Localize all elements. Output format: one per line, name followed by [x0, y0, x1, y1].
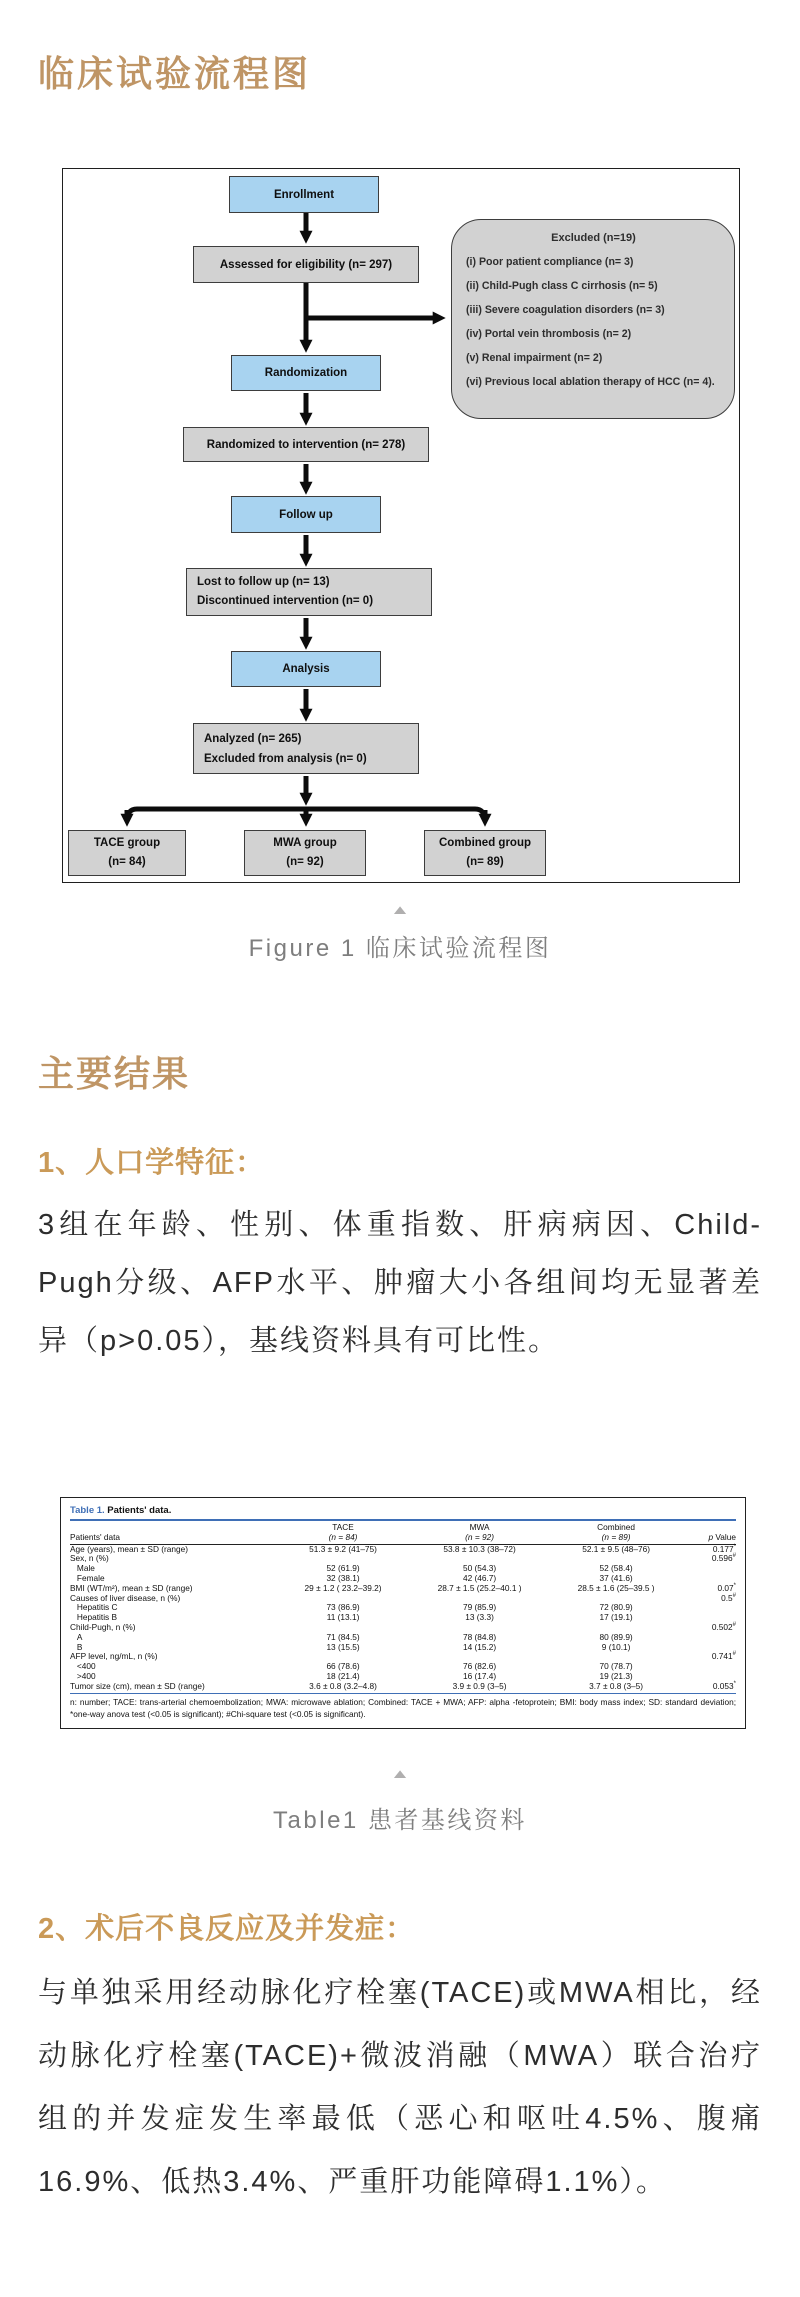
lost-line-2: Discontinued intervention (n= 0) [197, 595, 374, 607]
table-row [70, 1554, 736, 1564]
flow-box-mwa-group [244, 830, 366, 876]
col-header-tace: TACE (n = 84) [276, 1523, 409, 1544]
p-value: 0.741# [711, 1651, 736, 1662]
p-value [683, 1564, 736, 1574]
excluded-title: Excluded (n=19) [551, 232, 636, 244]
mwa-value: 13 (3.3) [465, 1612, 494, 1623]
table1-title-label: Table 1. [70, 1505, 105, 1516]
section1-paragraph: 3组在年龄、性别、体重指数、肝病病因、Child-Pugh分级、AFP水平、肿瘤大小各组间均无显著差异（p>0.05），基线资料具有可比性。 [38, 1209, 762, 1357]
mwa-value: 14 (15.2) [462, 1641, 497, 1652]
lost-line-1: Lost to follow up (n= 13) [197, 576, 330, 588]
collapse-triangle-icon[interactable]: ▲ [389, 902, 411, 917]
flow-box-excluded [451, 219, 735, 419]
section1-heading: 1、人口学特征： [38, 1147, 266, 1179]
p-value [683, 1603, 736, 1613]
row-label: A [70, 1631, 83, 1642]
col-header-patients-data: Patients' data [70, 1523, 276, 1544]
table-row [70, 1682, 736, 1692]
patients-data-table [70, 1523, 736, 1692]
tace-value: 71 (84.5) [326, 1631, 360, 1642]
tace-value: 29 ± 1.2 ( 23.2–39.2) [304, 1582, 382, 1593]
p-value: 0.07* [717, 1582, 736, 1593]
mwa-value: 50 (54.3) [462, 1563, 497, 1574]
combined-value: 19 (21.3) [599, 1670, 633, 1681]
combined-value: 52 (58.4) [599, 1563, 633, 1574]
analyzed-line-2: Excluded from analysis (n= 0) [204, 752, 367, 765]
combined-value: 80 (89.9) [599, 1631, 633, 1642]
results-heading: 主要结果 [38, 1054, 191, 1094]
flow-box-randomization: Randomization [231, 355, 381, 391]
row-label: Sex, n (%) [70, 1553, 109, 1564]
table-row [70, 1652, 736, 1662]
flow-box-analysis: Analysis [231, 651, 381, 687]
mwa-value: 28.7 ± 1.5 (25.2–40.1 ) [437, 1582, 522, 1593]
table-bottom-rule [70, 1693, 736, 1694]
group-name: MWA group [273, 837, 337, 849]
col-header-mwa: MWA (n = 92) [410, 1523, 550, 1544]
combined-value: 9 (10.1) [601, 1641, 631, 1652]
row-label: Male [70, 1563, 95, 1574]
flow-box-analyzed [193, 723, 419, 774]
tace-value: 18 (21.4) [326, 1670, 360, 1681]
excluded-list [466, 250, 721, 394]
table1-title-rest: Patients' data. [104, 1505, 172, 1516]
row-label: Age (years), mean ± SD (range) [70, 1543, 188, 1554]
flow-box-combined-group [424, 830, 546, 876]
p-value [683, 1633, 736, 1643]
combined-value: 72 (80.9) [599, 1602, 633, 1613]
tace-value: 11 (13.1) [326, 1612, 360, 1623]
tace-value: 13 (15.5) [326, 1641, 360, 1652]
page-title: 临床试验流程图 [38, 54, 312, 94]
p-value: 0.053* [712, 1680, 736, 1691]
row-label: BMI (WT/m²), mean ± SD (range) [70, 1582, 193, 1593]
flow-box-follow-up: Follow up [231, 496, 381, 533]
table-row [70, 1594, 736, 1604]
tace-value: 73 (86.9) [326, 1602, 360, 1613]
table-row [70, 1613, 736, 1623]
flow-box-randomized: Randomized to intervention (n= 278) [183, 427, 429, 462]
mwa-value: 3.9 ± 0.9 (3–5) [452, 1680, 507, 1691]
group-name: TACE group [93, 837, 161, 849]
excluded-item: (i) Poor patient compliance (n= 3) [466, 256, 634, 268]
combined-value: 37 (41.6) [599, 1572, 633, 1583]
flow-box-assessed: Assessed for eligibility (n= 297) [193, 246, 419, 283]
mwa-value: 16 (17.4) [462, 1670, 497, 1681]
consort-flowchart [62, 168, 740, 883]
table-header-row [70, 1523, 736, 1544]
mwa-value: 42 (46.7) [462, 1572, 497, 1583]
excluded-item: (vi) Previous local ablation therapy of HCC (n= 4). [466, 376, 715, 388]
row-label: Tumor size (cm), mean ± SD (range) [70, 1680, 205, 1691]
row-label: Hepatitis C [70, 1602, 118, 1613]
p-value: 0.596# [711, 1553, 736, 1564]
analyzed-line-1: Analyzed (n= 265) [204, 732, 302, 745]
excluded-item: (iii) Severe coagulation disorders (n= 3) [466, 304, 665, 316]
mwa-value: 79 (85.9) [462, 1602, 497, 1613]
mwa-value: 78 (84.8) [462, 1631, 497, 1642]
p-value: 0.502# [711, 1621, 736, 1632]
flow-box-tace-group [68, 830, 186, 876]
table-row [70, 1662, 736, 1672]
col-header-p-value: p Value [683, 1523, 736, 1544]
group-name: Combined group [439, 837, 531, 849]
table-row [70, 1603, 736, 1613]
table-row [70, 1633, 736, 1643]
collapse-triangle-icon[interactable]: ▲ [389, 1766, 411, 1781]
figure-caption: Figure 1 临床试验流程图 [248, 935, 552, 962]
table-row [70, 1623, 736, 1633]
flow-box-enrollment: Enrollment [229, 176, 379, 213]
tace-value: 52 (61.9) [326, 1563, 360, 1574]
tace-value: 3.6 ± 0.8 (3.2–4.8) [309, 1680, 377, 1691]
section2-heading: 2、术后不良反应及并发症： [38, 1913, 416, 1945]
mwa-value: 76 (82.6) [462, 1661, 497, 1672]
combined-value: 70 (78.7) [599, 1661, 633, 1672]
tace-value: 66 (78.6) [326, 1661, 360, 1672]
tace-value: 32 (38.1) [326, 1572, 360, 1583]
table-row [70, 1643, 736, 1653]
combined-value: 17 (19.1) [599, 1612, 633, 1623]
row-label: <400 [70, 1661, 96, 1672]
p-value: 0.177* [712, 1543, 736, 1554]
excluded-item: (v) Renal impairment (n= 2) [466, 352, 603, 364]
combined-value: 3.7 ± 0.8 (3–5) [589, 1680, 644, 1691]
mwa-value: 53.8 ± 10.3 (38–72) [443, 1543, 516, 1554]
section2-paragraph: 与单独采用经动脉化疗栓塞(TACE)或MWA相比，经动脉化疗栓塞(TACE)+微波消融（MWA）联合治疗组的并发症发生率最低（恶心和呕吐4.5%、腹痛16.9%、低热3.4%、严重肝功能障碍1.1%）。 [38, 1977, 762, 2198]
table-footnote: n: number; TACE: trans-arterial chemoembolization; MWA: microwave ablation; Combined: TACE + MWA; AFP: alpha -fetoprotein; BMI: body mass index; SD: standard deviation; *one-way anova test (<0.05 is significant); #Chi-square test (<0.05 is significant). [70, 1696, 736, 1720]
combined-value: 28.5 ± 1.6 (25–39.5 ) [577, 1582, 655, 1593]
excluded-item: (iv) Portal vein thrombosis (n= 2) [466, 328, 632, 340]
row-label: Female [70, 1572, 105, 1583]
table1-title [70, 1505, 736, 1516]
row-label: Hepatitis B [70, 1612, 118, 1623]
group-n: (n= 84) [108, 856, 146, 868]
flow-box-lost [186, 568, 432, 616]
p-value: 0.5# [721, 1592, 736, 1603]
table1-panel [60, 1497, 746, 1729]
group-n: (n= 89) [466, 856, 504, 868]
table-row [70, 1544, 736, 1554]
p-value [683, 1662, 736, 1672]
table-top-rule [70, 1519, 736, 1521]
excluded-item: (ii) Child-Pugh class C cirrhosis (n= 5) [466, 280, 658, 292]
table-row [70, 1564, 736, 1574]
row-label: Causes of liver disease, n (%) [70, 1592, 181, 1603]
tace-value: 51.3 ± 9.2 (41–75) [309, 1543, 377, 1554]
combined-value: 52.1 ± 9.5 (48–76) [582, 1543, 650, 1554]
row-label: AFP level, ng/mL, n (%) [70, 1651, 158, 1662]
table-caption: Table1 患者基线资料 [273, 1807, 527, 1834]
row-label: Child-Pugh, n (%) [70, 1621, 136, 1632]
row-label: B [70, 1641, 83, 1652]
group-n: (n= 92) [286, 856, 324, 868]
col-header-combined: Combined (n = 89) [550, 1523, 683, 1544]
row-label: >400 [70, 1670, 96, 1681]
